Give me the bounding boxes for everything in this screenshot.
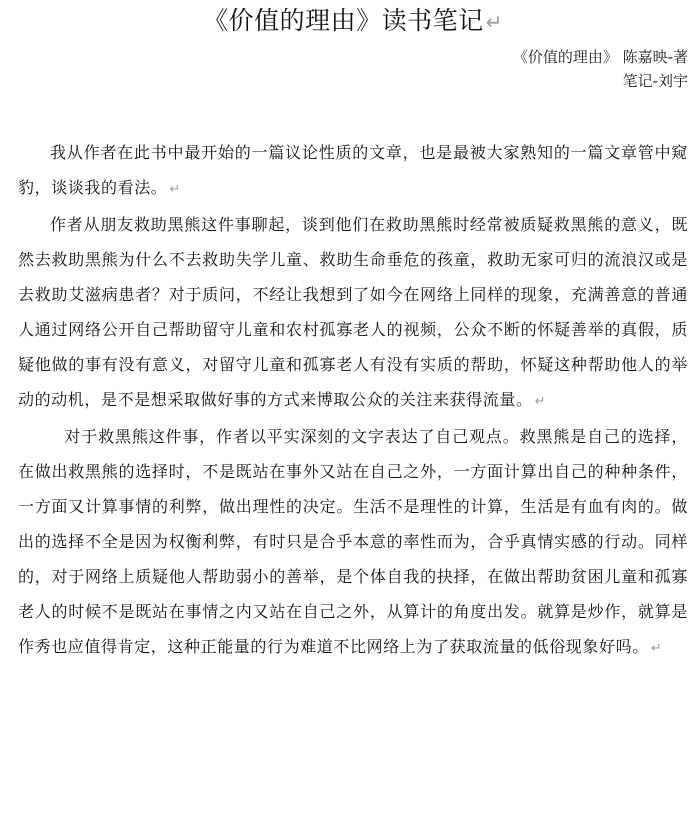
paragraph-mark-icon: ↵ (650, 641, 663, 656)
byline-note: 笔记-刘宇 (622, 72, 688, 90)
paragraph (18, 207, 688, 419)
paragraph (18, 135, 688, 207)
paragraph (18, 419, 688, 666)
paragraph-text: 对于救黑熊这件事，作者以平实深刻的文字表达了自己观点。救黑熊是自己的选择，在做出救黑熊的选择时，不是既站在事外又站在自己之外，一方面计算出自己的种种条件，一方面又计算事情的利弊，做出理性的决定。生活不是理性的计算，生活是有血有肉的。做出的选择不全是因为权衡利弊，有时只是合乎本意的率性而为，合乎真情实感的行动。同样的，对于网络上质疑他人帮助弱小的善举，是个体自我的抉择，在做出帮助贫困儿童和孤寡老人的时候不是既站在事情之内又站在自己之外，从算计的角度出发。就算是炒作，就算是作秀也应值得肯定，这种正能量的行为难道不比网络上为了获取流量的低俗现象好吗。 (18, 427, 688, 656)
paragraph-text: 我从作者在此书中最开始的一篇议论性质的文章，也是最被大家熟知的一篇文章管中窥豹，谈谈我的看法。 (18, 143, 688, 197)
byline-book: 《价值的理由》 陈嘉映-著 (512, 48, 688, 66)
title-text: 《价值的理由》读书笔记 (203, 6, 484, 35)
paragraph-mark-icon: ↵ (534, 394, 546, 409)
document-title (18, 6, 688, 37)
paragraph-text: 作者从朋友救助黑熊这件事聊起，谈到他们在救助黑熊时经常被质疑救黑熊的意义，既然去救助黑熊为什么不去救助失学儿童、救助生命垂危的孩童，救助无家可归的流浪汉或是去救助艾滋病患者？对于质问，不经让我想到了如今在网络上同样的现象，充满善意的普通人通过网络公开自己帮助留守儿童和农村孤寡老人的视频，公众不断的怀疑善举的真假，质疑他做的事有没有意义，对留守儿童和孤寡老人有没有实质的帮助，怀疑这种帮助他人的举动的动机，是不是想采取做好事的方式来博取公众的关注来获得流量。 (18, 215, 688, 409)
paragraph-mark-icon: ↵ (485, 10, 503, 34)
paragraph-mark-icon: ↵ (169, 182, 181, 197)
document-body (18, 135, 688, 666)
document-page (0, 6, 700, 813)
